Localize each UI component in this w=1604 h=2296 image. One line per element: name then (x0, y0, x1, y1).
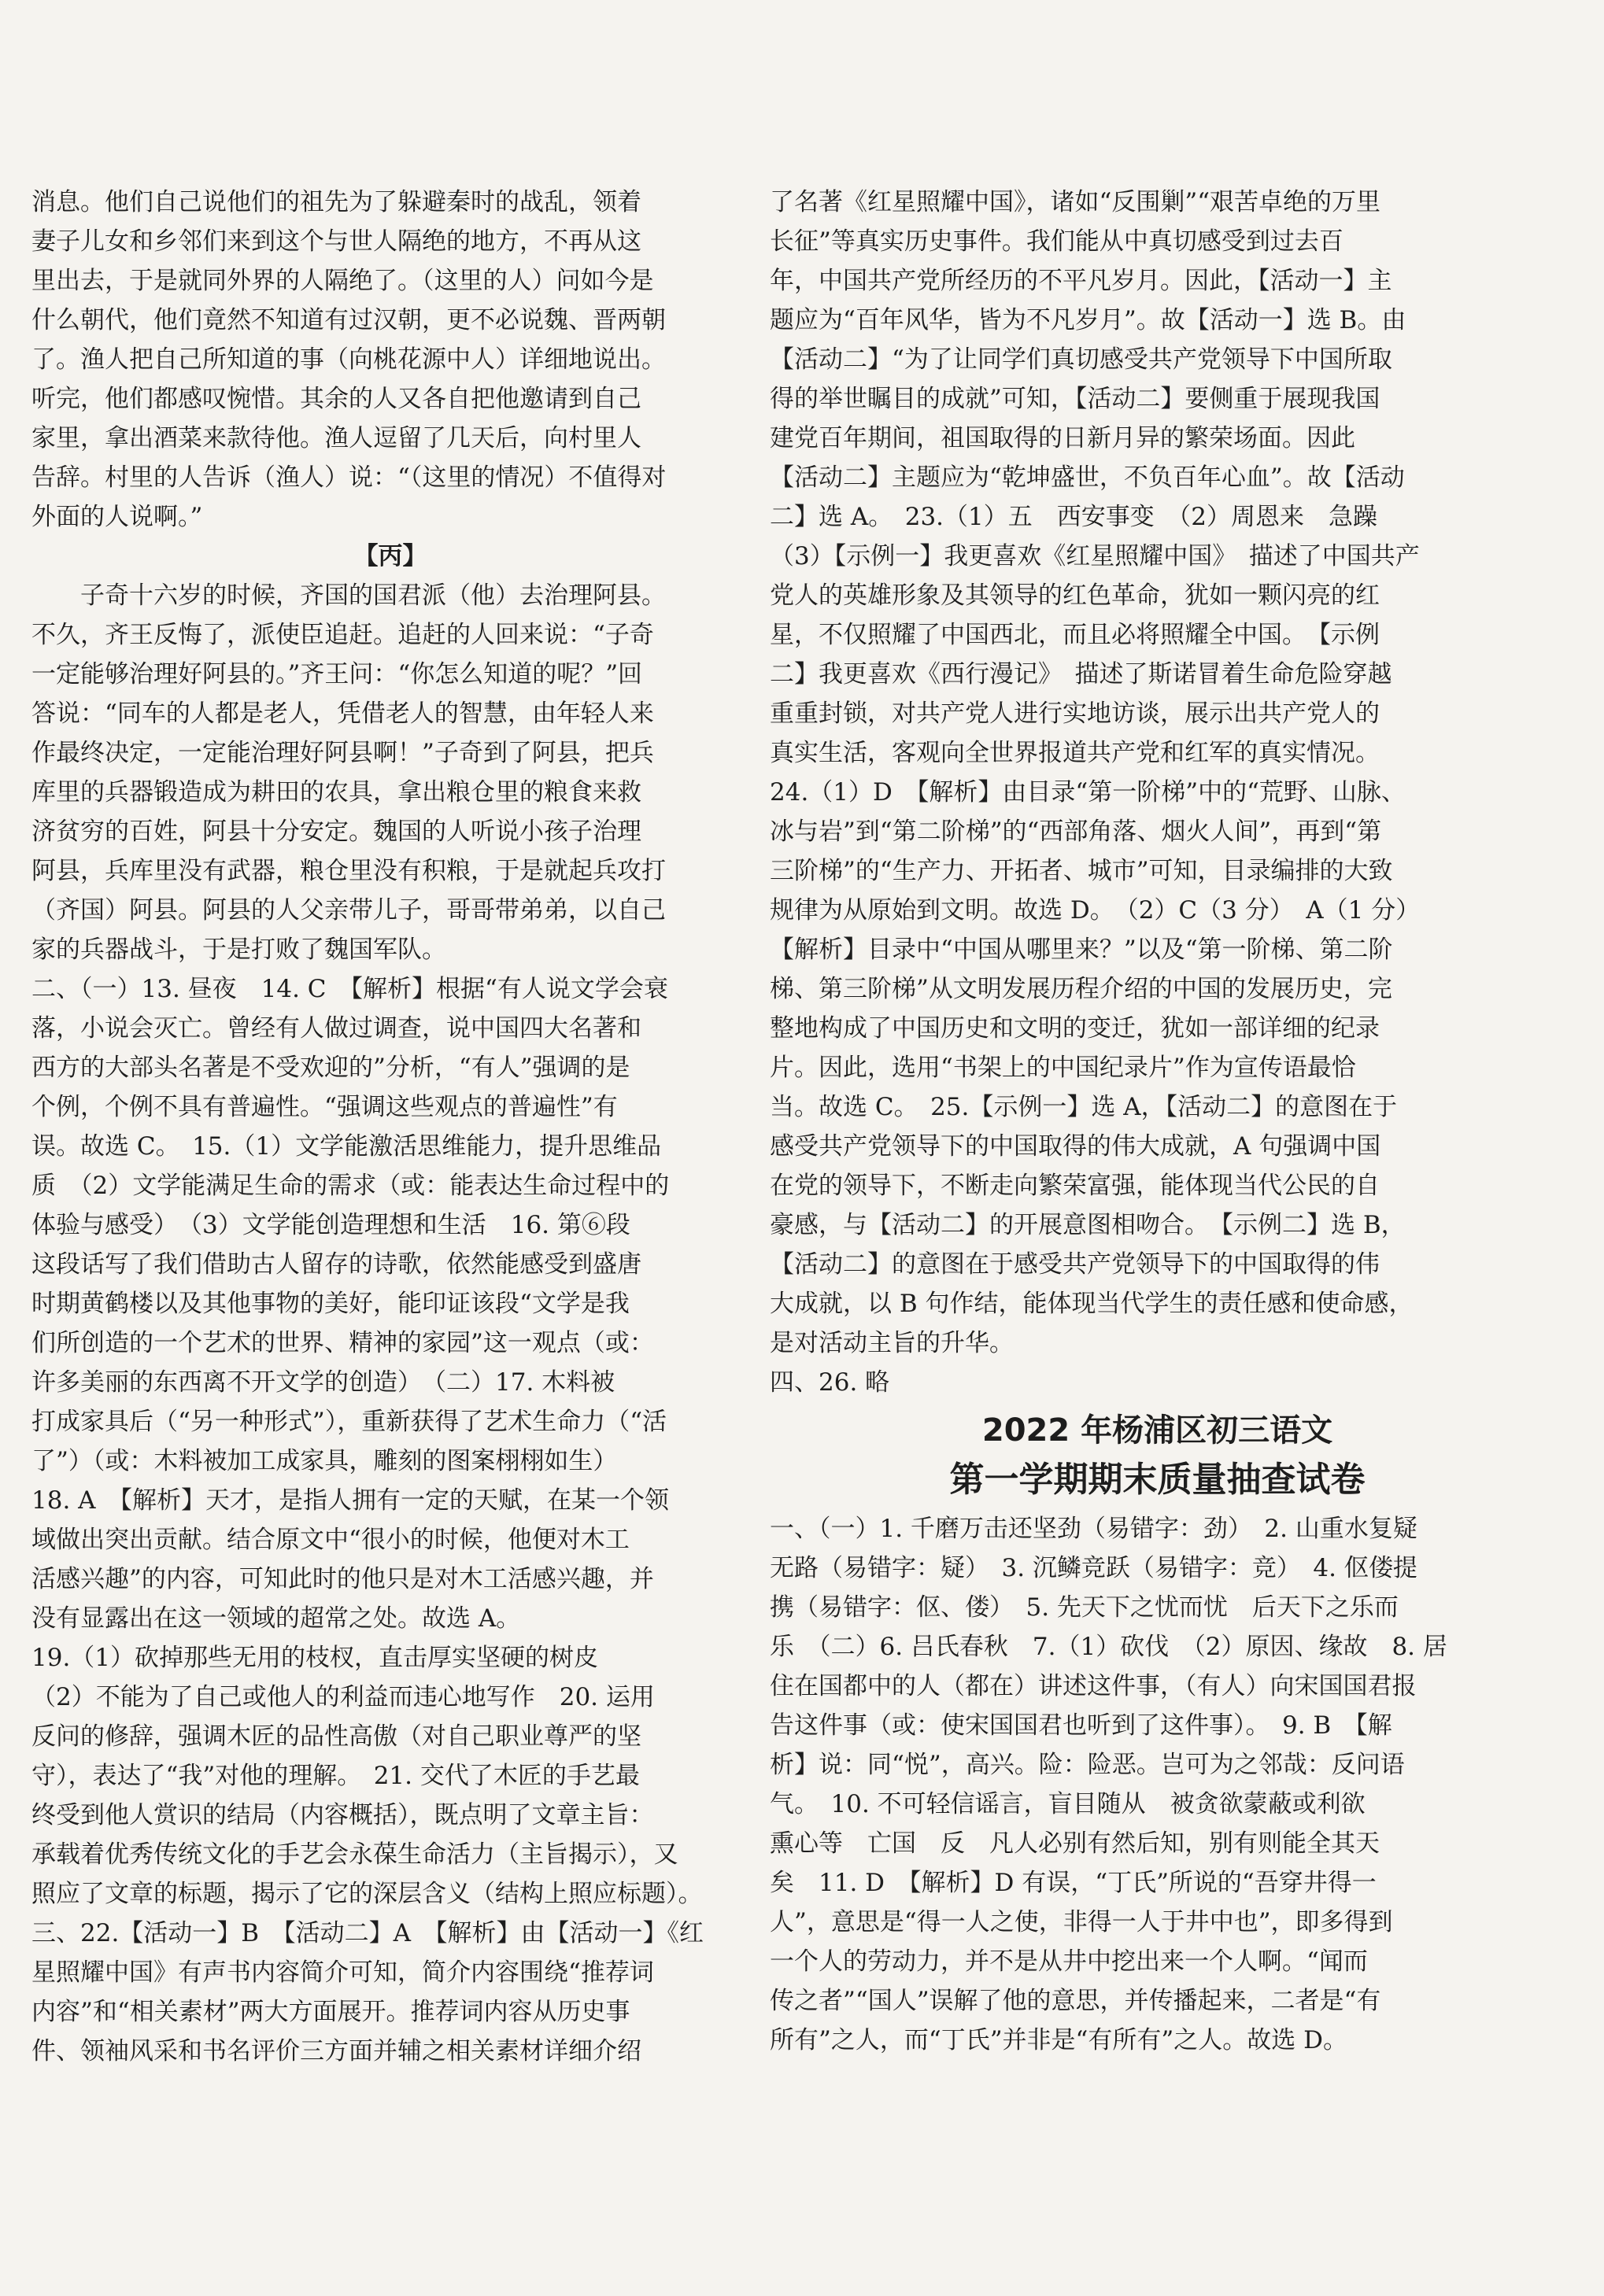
text-line: （3）【示例一】我更喜欢《红星照耀中国》 描述了中国共产 (770, 542, 1420, 570)
exam-title (770, 1407, 1545, 1506)
text-line: 误。故选 C。 15.（1）文学能激活思维能力，提升思维品 (31, 1132, 662, 1161)
text-line: 梯、第三阶梯”从文明发展历程介绍的中国的发展历史，完 (770, 975, 1392, 1003)
text-line: 阿县，兵库里没有武器，粮仓里没有积粮，于是就起兵攻打 (31, 857, 666, 885)
new-exam-answers (770, 1509, 1545, 2060)
text-line: 人”，意思是“得一人之使，非得一人于井中也”，即多得到 (770, 1908, 1393, 1936)
text-line: 【活动二】的意图在于感受共产党领导下的中国取得的伟 (770, 1250, 1380, 1279)
text-line: 整地构成了中国历史和文明的变迁，犹如一部详细的纪录 (770, 1014, 1380, 1043)
text-line: 大成就，以 B 句作结，能体现当代学生的责任感和使命感， (770, 1290, 1414, 1318)
text-line: 18. A 【解析】天才，是指人拥有一定的天赋，在某一个领 (31, 1486, 670, 1515)
text-line: 里出去，于是就同外界的人隔绝了。（这里的人）问如今是 (31, 267, 654, 295)
text-line: 党人的英雄形象及其领导的红色革命，犹如一颗闪亮的红 (770, 581, 1380, 610)
text-line: 建党百年期间，祖国取得的日新月异的繁荣场面。因此 (770, 424, 1355, 452)
text-line: 一定能够治理好阿县的。”齐王问：“你怎么知道的呢？”回 (31, 660, 643, 688)
text-line: 四、26. 略 (770, 1368, 890, 1397)
text-line: 重重封锁，对共产党人进行实地访谈，展示出共产党人的 (770, 700, 1380, 728)
text-line: 质 （2）文学能满足生命的需求（或：能表达生命过程中的 (31, 1172, 670, 1200)
text-line: 熏心等 亡国 反 凡人必别有然后知，别有则能全其天 (770, 1829, 1380, 1858)
right-column (770, 183, 1545, 2060)
right-column-continuation (770, 183, 1545, 1402)
text-line: 年，中国共产党所经历的不平凡岁月。因此，【活动一】主 (770, 267, 1392, 295)
text-line: 无路（易错字：疑） 3. 沉鳞竞跃（易错字：竞） 4. 伛偻提 (770, 1554, 1417, 1582)
text-line: 反问的修辞，强调木匠的品性高傲（对自己职业尊严的坚 (31, 1722, 641, 1751)
text-line: 19.（1）砍掉那些无用的枝杈，直击厚实坚硬的树皮 (31, 1644, 599, 1672)
text-line: 豪感，与【活动二】的开展意图相吻合。 【示例二】选 B， (770, 1211, 1406, 1239)
text-line: 二、（一）13. 昼夜 14. C 【解析】根据“有人说文学会衰 (31, 975, 668, 1003)
text-line: 住在国都中的人（都在）讲述这件事，（有人）向宋国国君报 (770, 1672, 1417, 1700)
text-line: 许多美丽的东西离不开文学的创造） （二）17. 木料被 (31, 1368, 615, 1397)
text-line: 落，小说会灭亡。曾经有人做过调查，说中国四大名著和 (31, 1014, 641, 1043)
text-line: 家的兵器战斗，于是打败了魏国军队。 (31, 936, 446, 964)
text-line: 所有”之人，而“丁氏”并非是“有所有”之人。故选 D。 (770, 2026, 1347, 2054)
text-line: 携（易错字：伛、偻） 5. 先天下之忧而忧 后天下之乐而 (770, 1593, 1399, 1622)
text-line: 个例，个例不具有普遍性。“强调这些观点的普遍性”有 (31, 1093, 618, 1121)
text-line: 三、22.【活动一】B 【活动二】A 【解析】由【活动一】《红 (31, 1919, 704, 1947)
text-line: 是对活动主旨的升华。 (770, 1329, 1014, 1357)
text-line: 时期黄鹤楼以及其他事物的美好，能印证该段“文学是我 (31, 1290, 630, 1318)
text-line: 二】我更喜欢《西行漫记》 描述了斯诺冒着生命危险穿越 (770, 660, 1392, 688)
text-line: 们所创造的一个艺术的世界、精神的家园”这一观点（或： (31, 1329, 654, 1357)
text-line: 活感兴趣”的内容，可知此时的他只是对木工活感兴趣，并 (31, 1565, 654, 1593)
text-line: 真实生活，客观向全世界报道共产党和红军的真实情况。 (770, 739, 1380, 767)
text-line: 西方的大部头名著是不受欢迎的”分析，“有人”强调的是 (31, 1054, 630, 1082)
text-line: 听完，他们都感叹惋惜。其余的人又各自把他邀请到自己 (31, 385, 641, 413)
text-line: 星照耀中国》有声书内容简介可知，简介内容围绕“推荐词 (31, 1958, 654, 1987)
text-line: 规律为从原始到文明。故选 D。 （2）C（3 分） A（1 分） (770, 896, 1421, 925)
text-line: 一、（一）1. 千磨万击还坚劲（易错字：劲） 2. 山重水复疑 (770, 1515, 1417, 1543)
text-line: 【解析】目录中“中国从哪里来？”以及“第一阶梯、第二阶 (770, 936, 1393, 964)
text-line: 片。因此，选用“书架上的中国纪录片”作为宣传语最恰 (770, 1054, 1356, 1082)
text-line: 终受到他人赏识的结局（内容概括），既点明了文章主旨： (31, 1801, 654, 1829)
text-line: 气。 10. 不可轻信谣言，盲目随从 被贪欲蒙蔽或利欲 (770, 1790, 1366, 1818)
text-line: 济贫穷的百姓，阿县十分安定。魏国的人听说小孩子治理 (31, 818, 641, 846)
text-line: （齐国）阿县。阿县的人父亲带儿子，哥哥带弟弟，以自己 (31, 896, 666, 925)
text-line: 【丙】 (353, 542, 427, 570)
left-column (31, 183, 749, 2071)
text-line: 答说：“同车的人都是老人，凭借老人的智慧，由年轻人来 (31, 700, 654, 728)
text-line: 了。渔人把自己所知道的事（向桃花源中人）详细地说出。 (31, 345, 666, 374)
text-line: 什么朝代，他们竟然不知道有过汉朝，更不必说魏、晋两朝 (31, 306, 666, 334)
text-line: 域做出突出贡献。结合原文中“很小的时候，他便对木工 (31, 1526, 630, 1554)
text-line: 感受共产党领导下的中国取得的伟大成就，A 句强调中国 (770, 1132, 1381, 1161)
text-line: 乐 （二）6. 吕氏春秋 7.（1）砍伐 （2）原因、缘故 8. 居 (770, 1633, 1447, 1661)
text-line: 传之者”“国人”误解了他的意思，并传播起来，二者是“有 (770, 1987, 1381, 2015)
text-line: 题应为“百年风华，皆为不凡岁月”。故【活动一】选 B。由 (770, 306, 1406, 334)
text-line: 打成家具后（“另一种形式”），重新获得了艺术生命力（“活 (31, 1408, 667, 1436)
text-line: 【活动二】主题应为“乾坤盛世，不负百年心血”。故【活动 (770, 463, 1405, 492)
text-line: 作最终决定，一定能治理好阿县啊！”子奇到了阿县，把兵 (31, 739, 654, 767)
text-line: 子奇十六岁的时候，齐国的国君派（他）去治理阿县。 (80, 581, 666, 610)
text-line: 长征”等真实历史事件。我们能从中真切感受到过去百 (770, 227, 1343, 256)
text-line: 不久，齐王反悔了，派使臣追赶。追赶的人回来说：“子奇 (31, 621, 654, 649)
exam-title-line-1: 2022 年杨浦区初三语文 (981, 1412, 1333, 1449)
text-line: 体验与感受） （3）文学能创造理想和生活 16. 第⑥段 (31, 1211, 630, 1239)
text-line: 告辞。村里的人告诉（渔人）说：“（这里的情况）不值得对 (31, 463, 667, 492)
text-line: 得的举世瞩目的成就”可知，【活动二】要侧重于展现我国 (770, 385, 1380, 413)
text-line: 守），表达了“我”对他的理解。 21. 交代了木匠的手艺最 (31, 1762, 640, 1790)
text-line: 当。故选 C。 25.【示例一】选 A，【活动二】的意图在于 (770, 1093, 1398, 1121)
text-line: 在党的领导下，不断走向繁荣富强，能体现当代公民的自 (770, 1172, 1380, 1200)
text-line: 外面的人说啊。” (31, 503, 203, 531)
text-line: 内容”和“相关素材”两大方面展开。推荐词内容从历史事 (31, 1998, 630, 2026)
text-line: 没有显露出在这一领域的超常之处。故选 A。 (31, 1604, 521, 1633)
text-line: 矣 11. D 【解析】D 有误，“丁氏”所说的“吾穿井得一 (770, 1869, 1377, 1897)
text-line: （2）不能为了自己或他人的利益而违心地写作 20. 运用 (31, 1683, 655, 1711)
text-line: 照应了文章的标题，揭示了它的深层含义（结构上照应标题）。 (31, 1880, 703, 1908)
text-line: 三阶梯”的“生产力、开拓者、城市”可知，目录编排的大致 (770, 857, 1393, 885)
text-line: 消息。他们自己说他们的祖先为了躲避秦时的战乱，领着 (31, 188, 641, 216)
text-line: 告这件事（或：使宋国国君也听到了这件事）。 9. B 【解 (770, 1711, 1392, 1740)
exam-title-line-2: 第一学期期末质量抽查试卷 (949, 1460, 1366, 1500)
text-line: 24.（1）D 【解析】由目录“第一阶梯”中的“荒野、山脉、 (770, 778, 1406, 807)
text-line: 了名著《红星照耀中国》，诸如“反围剿”“艰苦卓绝的万里 (770, 188, 1381, 216)
text-line: 这段话写了我们借助古人留存的诗歌，依然能感受到盛唐 (31, 1250, 641, 1279)
text-line: 冰与岩”到“第二阶梯”的“西部角落、烟火人间”，再到“第 (770, 818, 1382, 846)
text-line: 件、领袖风采和书名评价三方面并辅之相关素材详细介绍 (31, 2037, 641, 2065)
text-line: 承载着优秀传统文化的手艺会永葆生命活力（主旨揭示），又 (31, 1840, 678, 1869)
text-line: 库里的兵器锻造成为耕田的农具，拿出粮仓里的粮食来救 (31, 778, 641, 807)
text-line: 【活动二】“为了让同学们真切感受共产党领导下中国所取 (770, 345, 1392, 374)
text-line: 析】说：同“悦”，高兴。险：险恶。岂可为之邻哉：反问语 (770, 1751, 1405, 1779)
text-line: 一个人的劳动力，并不是从井中挖出来一个人啊。“闻而 (770, 1947, 1368, 1976)
text-line: 星，不仅照耀了中国西北，而且必将照耀全中国。 【示例 (770, 621, 1380, 649)
text-line: 二】选 A。 23.（1）五 西安事变 （2）周恩来 急躁 (770, 503, 1377, 531)
text-line: 家里，拿出酒菜来款待他。渔人逗留了几天后，向村里人 (31, 424, 641, 452)
text-line: 妻子儿女和乡邻们来到这个与世人隔绝的地方，不再从这 (31, 227, 641, 256)
text-line: 了”）（或：木料被加工成家具，雕刻的图案栩栩如生） (31, 1447, 618, 1475)
